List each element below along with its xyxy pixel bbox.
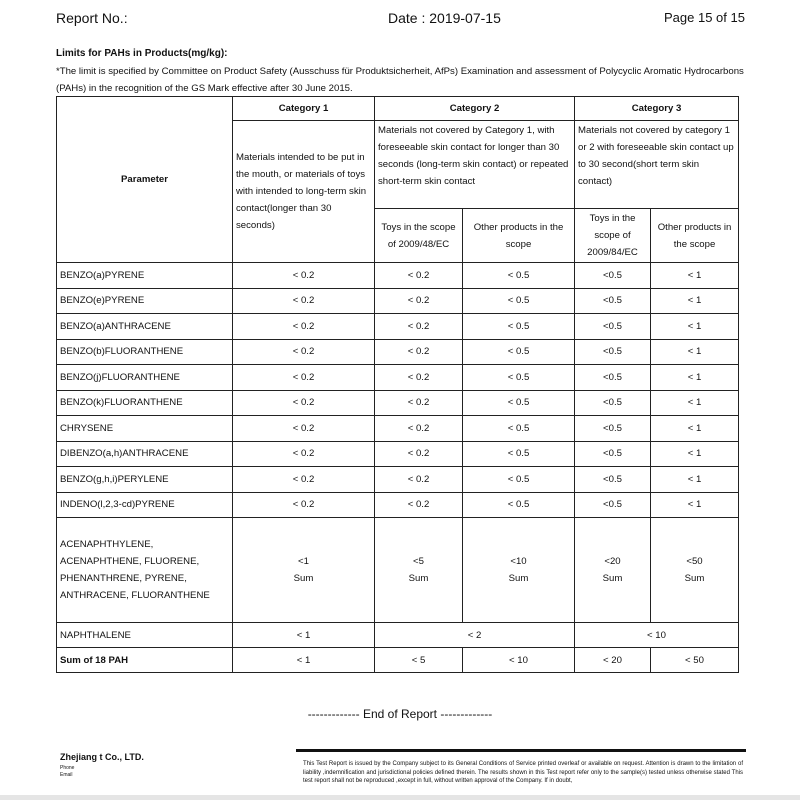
limit-value: <0.5 [575, 314, 651, 340]
limit-value: < 0.2 [233, 441, 375, 467]
limit-value: < 0.5 [463, 441, 575, 467]
category-2-header: Category 2 [375, 97, 575, 121]
limit-value: < 0.5 [463, 390, 575, 416]
limit-value: < 1 [651, 339, 739, 365]
parameter-name: Sum of 18 PAH [57, 648, 233, 673]
limit-value: <1 Sum [233, 518, 375, 623]
limit-value: < 0.2 [375, 263, 463, 289]
section-title: Limits for PAHs in Products(mg/kg): [56, 48, 228, 59]
page-number: Page 15 of 15 [664, 10, 745, 25]
category-1-header: Category 1 [233, 97, 375, 121]
limit-value: < 0.2 [375, 416, 463, 442]
phone-label: Phone [60, 765, 75, 771]
category-3-description: Materials not covered by category 1 or 2 with foreseeable skin contact up to 30 second(short term skin contact) [575, 121, 739, 209]
limit-value: < 1 [651, 288, 739, 314]
limit-value: < 1 [651, 441, 739, 467]
limit-value: < 1 [651, 390, 739, 416]
parameter-name: DIBENZO(a,h)ANTHRACENE [57, 441, 233, 467]
limit-value: < 0.5 [463, 416, 575, 442]
category-1-description: Materials intended to be put in the mouth, or materials of toys with intended to long-term skin contact(longer than 30 seconds) [233, 121, 375, 263]
pah-limits-table [56, 96, 739, 673]
cat3-toys-header: Toys in the scope of 2009/84/EC [575, 209, 651, 263]
table-row [57, 467, 739, 493]
limit-value: < 0.2 [233, 314, 375, 340]
table-row [57, 623, 739, 648]
parameter-name: BENZO(a)PYRENE [57, 263, 233, 289]
limit-value: < 50 [651, 648, 739, 673]
limit-value: < 1 [651, 492, 739, 518]
limit-value: < 10 [463, 648, 575, 673]
report-number: Report No.: [56, 10, 128, 26]
limit-value: < 0.2 [233, 263, 375, 289]
parameter-name: BENZO(k)FLUORANTHENE [57, 390, 233, 416]
cat3-other-header: Other products in the scope [651, 209, 739, 263]
limit-value: < 0.2 [375, 390, 463, 416]
limit-value: < 0.5 [463, 288, 575, 314]
limit-value: < 5 [375, 648, 463, 673]
limit-value: < 0.2 [375, 288, 463, 314]
limit-value: <0.5 [575, 365, 651, 391]
table-row [57, 339, 739, 365]
limit-value: < 0.2 [233, 390, 375, 416]
parameter-name: BENZO(b)FLUORANTHENE [57, 339, 233, 365]
limit-value: < 0.2 [375, 441, 463, 467]
limit-value: < 0.2 [375, 339, 463, 365]
limit-value: <0.5 [575, 339, 651, 365]
limit-value: < 0.2 [375, 365, 463, 391]
limit-value: < 2 [375, 623, 575, 648]
parameter-name: NAPHTHALENE [57, 623, 233, 648]
limit-value: < 0.2 [233, 339, 375, 365]
end-of-report: ------------- End of Report ------------- [307, 707, 493, 721]
email-label: Email [60, 772, 73, 778]
limit-value: < 1 [651, 467, 739, 493]
limit-value: <20 Sum [575, 518, 651, 623]
parameter-name: BENZO(e)PYRENE [57, 288, 233, 314]
parameter-name: BENZO(a)ANTHRACENE [57, 314, 233, 340]
table-row [57, 263, 739, 289]
table-row [57, 416, 739, 442]
limit-value: < 1 [233, 648, 375, 673]
limit-value: < 0.5 [463, 339, 575, 365]
cat2-toys-header: Toys in the scope of 2009/48/EC [375, 209, 463, 263]
report-date: Date : 2019-07-15 [388, 10, 501, 26]
table-row [57, 314, 739, 340]
parameter-name: BENZO(j)FLUORANTHENE [57, 365, 233, 391]
limit-value: < 20 [575, 648, 651, 673]
scrollbar-track[interactable] [0, 795, 800, 800]
limit-value: <0.5 [575, 492, 651, 518]
limit-value: < 0.2 [375, 467, 463, 493]
disclaimer: This Test Report is issued by the Company subject to its General Conditions of Service printed overleaf or available on request. Attention is drawn to the limitation of liability ,indemnification and jurisdictional policies defined therein. The results shown in this Test report refer only to the sample(s) tested unless otherwise stated This test report shall not be reproduced ,except in full, without written approval of the Company. If in doubt, [303, 761, 743, 784]
limit-value: < 1 [651, 263, 739, 289]
limit-value: < 0.2 [233, 365, 375, 391]
limit-value: <0.5 [575, 390, 651, 416]
limit-value: < 1 [651, 314, 739, 340]
cat2-other-header: Other products in the scope [463, 209, 575, 263]
limit-value: <0.5 [575, 441, 651, 467]
table-row [57, 518, 739, 623]
limit-value: < 0.2 [375, 492, 463, 518]
limit-note: *The limit is specified by Committee on Product Safety (Ausschuss für Produktsicherheit, AfPs) Examination and assessment of Polycyclic Aromatic Hydrocarbons (PAHs) in the recognition of the GS Mark effective after 30 June 2015. [56, 66, 744, 94]
category-2-description: Materials not covered by Category 1, with foreseeable skin contact for longer than 30 seconds (long-term skin contact) or repeated short-term skin contact [375, 121, 575, 209]
limit-value: < 0.5 [463, 365, 575, 391]
table-row [57, 365, 739, 391]
limit-value: <0.5 [575, 263, 651, 289]
limit-value: < 1 [651, 416, 739, 442]
divider [296, 749, 746, 752]
limit-value: < 10 [575, 623, 739, 648]
limit-value: < 1 [651, 365, 739, 391]
category-3-header: Category 3 [575, 97, 739, 121]
limit-value: < 1 [233, 623, 375, 648]
table-row [57, 648, 739, 673]
limit-value: <0.5 [575, 288, 651, 314]
parameter-name: CHRYSENE [57, 416, 233, 442]
limit-value: < 0.5 [463, 314, 575, 340]
parameter-name: BENZO(g,h,i)PERYLENE [57, 467, 233, 493]
table-row [57, 390, 739, 416]
table-row [57, 288, 739, 314]
limit-value: <0.5 [575, 416, 651, 442]
limit-value: <5 Sum [375, 518, 463, 623]
limit-value: < 0.2 [233, 492, 375, 518]
limit-value: <50 Sum [651, 518, 739, 623]
table-row [57, 492, 739, 518]
limit-value: <10 Sum [463, 518, 575, 623]
parameter-header: Parameter [57, 97, 233, 263]
parameter-name: INDENO(l,2,3-cd)PYRENE [57, 492, 233, 518]
limit-value: < 0.2 [233, 288, 375, 314]
limit-value: < 0.5 [463, 492, 575, 518]
company-name: Zhejiang t Co., LTD. [60, 752, 144, 762]
limit-value: < 0.2 [233, 416, 375, 442]
limit-value: < 0.5 [463, 263, 575, 289]
table-row [57, 441, 739, 467]
parameter-name: ACENAPHTHYLENE, ACENAPHTHENE, FLUORENE, PHENANTHRENE, PYRENE, ANTHRACENE, FLUORANTHENE [57, 518, 233, 623]
limit-value: <0.5 [575, 467, 651, 493]
limit-value: < 0.2 [233, 467, 375, 493]
limit-value: < 0.5 [463, 467, 575, 493]
limit-value: < 0.2 [375, 314, 463, 340]
